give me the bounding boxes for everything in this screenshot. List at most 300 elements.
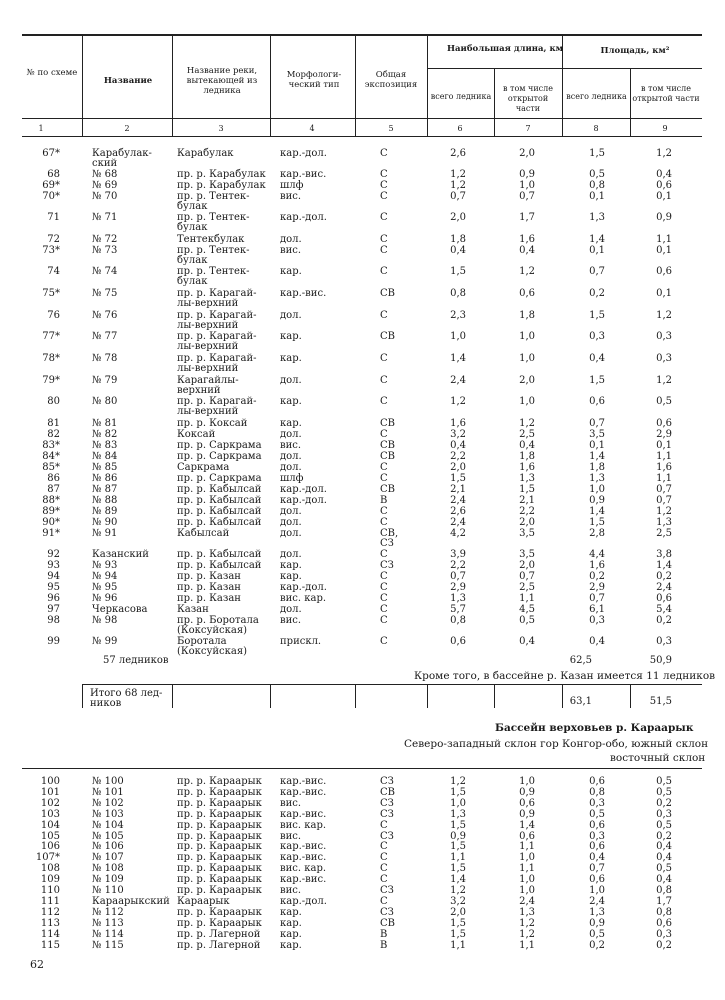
cell-no: 105 [40, 830, 60, 842]
cell-lo: 2,0 [519, 375, 535, 386]
cell-no: 87 [47, 484, 60, 495]
cell-type: кар. [280, 353, 302, 364]
cell-l: 0,8 [450, 288, 466, 299]
table-row [0, 353, 725, 374]
table-row [0, 310, 725, 331]
cell-ao: 0,9 [656, 212, 672, 223]
cell-no: 89* [42, 506, 60, 517]
cell-exp: С [380, 841, 388, 853]
cell-lo: 2,0 [519, 560, 535, 571]
cell-l: 2,3 [450, 310, 466, 321]
cell-river: лы-верхний [177, 320, 239, 331]
total-sep [427, 684, 428, 708]
cell-ao: 0,6 [656, 593, 672, 604]
cell-a: 1,6 [589, 560, 605, 571]
cell-lo: 0,4 [519, 440, 535, 451]
cell-lo: 1,0 [519, 353, 535, 364]
cell-name: № 102 [92, 797, 124, 809]
cell-l: 2,4 [450, 517, 466, 528]
cell-river: пр. р. Караарык [177, 852, 262, 864]
cell-no: 77* [42, 331, 60, 342]
cell-name: № 73 [92, 245, 118, 256]
cell-river: булак [177, 276, 208, 287]
cell-l: 1,2 [450, 776, 466, 787]
cell-exp: С [380, 895, 388, 907]
cell-name: № 109 [92, 874, 124, 886]
cell-ao: 0,1 [656, 245, 672, 256]
cell-a: 1,5 [589, 517, 605, 528]
cell-lo: 0,9 [519, 169, 535, 180]
cell-name: № 70 [92, 191, 118, 202]
table-row [0, 593, 725, 604]
cell-lo: 1,0 [519, 874, 535, 886]
cell-l: 1,0 [450, 797, 466, 809]
cell-river: булак [177, 255, 208, 266]
cell-a: 0,8 [589, 180, 605, 191]
cell-no: 110 [40, 885, 60, 896]
header-area-group: Площадь, км² [600, 46, 670, 56]
cell-lo: 1,8 [519, 310, 535, 321]
cell-a: 0,4 [589, 852, 605, 864]
cell-a: 0,6 [589, 819, 605, 831]
total-sep [494, 684, 495, 708]
cell-type: дол. [280, 234, 302, 245]
table-row [0, 396, 725, 417]
cell-a: 1,4 [589, 506, 605, 517]
cell-name: № 101 [92, 786, 124, 798]
cell-exp: СЗ [380, 906, 394, 918]
cell-lo: 1,2 [519, 418, 535, 429]
cell-ao: 0,5 [656, 819, 672, 831]
cell-type: кар. [280, 571, 302, 582]
cell-river: пр. р. Караарык [177, 797, 262, 809]
cell-a: 0,8 [589, 786, 605, 798]
cell-name: № 112 [92, 906, 124, 918]
cell-a: 2,4 [589, 895, 605, 907]
table-row [0, 798, 725, 809]
header-bottom-rule [22, 118, 702, 119]
cell-name: № 110 [92, 885, 124, 896]
cell-l: 1,2 [450, 885, 466, 896]
cell-type: кар. [280, 396, 302, 407]
cell-a: 1,4 [589, 451, 605, 462]
cell-name: № 85 [92, 462, 118, 473]
header-number: 5 [388, 124, 394, 133]
header-top-rule [22, 34, 702, 36]
cell-lo: 3,5 [519, 549, 535, 560]
cell-ao: 1,3 [656, 517, 672, 528]
cell-name: № 113 [92, 917, 124, 929]
cell-a: 0,7 [589, 593, 605, 604]
cell-ao: 0,3 [656, 928, 672, 940]
table-row [0, 918, 725, 929]
cell-no: 109 [40, 874, 60, 886]
table-row [0, 820, 725, 831]
cell-name: № 84 [92, 451, 118, 462]
cell-ao: 0,3 [656, 331, 672, 342]
cell-river: лы-верхний [177, 363, 239, 374]
cell-exp: С [380, 310, 388, 321]
cell-exp: С [380, 593, 388, 604]
cell-name: № 96 [92, 593, 118, 604]
table-row [0, 636, 725, 657]
cell-type: вис. [280, 440, 302, 451]
cell-name: № 93 [92, 560, 118, 571]
cell-l: 2,6 [450, 148, 466, 159]
cell-type: кар.-дол. [280, 212, 327, 223]
cell-name: № 76 [92, 310, 118, 321]
header-number: 1 [38, 124, 44, 133]
cell-l: 4,2 [450, 528, 466, 539]
cell-exp: С [380, 604, 388, 615]
cell-lo: 2,2 [519, 506, 535, 517]
cell-name: № 72 [92, 234, 118, 245]
cell-exp: СЗ [380, 776, 394, 787]
cell-exp: В [380, 928, 388, 940]
cell-a: 2,8 [589, 528, 605, 539]
cell-a: 0,7 [589, 863, 605, 875]
cell-river: пр. р. Карагай- [177, 353, 257, 364]
cell-a: 0,5 [589, 928, 605, 940]
cell-type: прискл. [280, 636, 322, 647]
table-row [0, 495, 725, 506]
cell-name: № 89 [92, 506, 118, 517]
table-row [0, 440, 725, 451]
cell-river: пр. р. Тентек- [177, 266, 250, 277]
cell-name: № 74 [92, 266, 118, 277]
table-row [0, 571, 725, 582]
cell-river: пр. р. Казан [177, 593, 241, 604]
cell-l: 3,9 [450, 549, 466, 560]
cell-lo: 1,2 [519, 917, 535, 929]
table-row [0, 148, 725, 169]
cell-no: 78* [42, 353, 60, 364]
table-row [0, 776, 725, 787]
table-row [0, 234, 725, 245]
cell-a: 0,9 [589, 917, 605, 929]
cell-exp: С [380, 191, 388, 202]
cell-lo: 0,4 [519, 636, 535, 647]
cell-river: (Коксуйская) [177, 625, 248, 636]
cell-exp: С [380, 852, 388, 864]
cell-lo: 1,1 [519, 841, 535, 853]
cell-l: 0,6 [450, 636, 466, 647]
cell-river: пр. р. Тентек- [177, 212, 250, 223]
cell-type: кар.-дол. [280, 495, 327, 506]
cell-exp: С [380, 819, 388, 831]
cell-a: 1,3 [589, 212, 605, 223]
cell-name: ский [92, 158, 118, 169]
cell-ao: 1,1 [656, 234, 672, 245]
table-row [0, 191, 725, 212]
cell-lo: 0,6 [519, 288, 535, 299]
table-row [0, 212, 725, 233]
cell-l: 1,4 [450, 353, 466, 364]
cell-exp: С [380, 506, 388, 517]
cell-name: № 91 [92, 528, 118, 539]
cell-exp: СВ [380, 484, 395, 495]
cell-a: 0,6 [589, 841, 605, 853]
cell-river: пр. р. Караарык [177, 819, 262, 831]
table-row [0, 885, 725, 896]
cell-no: 93 [47, 560, 60, 571]
cell-l: 1,1 [450, 852, 466, 864]
table-row [0, 560, 725, 571]
cell-no: 106 [40, 841, 60, 853]
cell-l: 2,0 [450, 212, 466, 223]
cell-no: 104 [40, 819, 60, 831]
cell-lo: 0,6 [519, 830, 535, 842]
cell-lo: 1,2 [519, 928, 535, 940]
cell-no: 98 [47, 615, 60, 626]
cell-type: кар. [280, 928, 302, 940]
cell-a: 0,6 [589, 776, 605, 787]
cell-lo: 0,7 [519, 571, 535, 582]
cell-river: пр. р. Саркрама [177, 473, 262, 484]
cell-river: верхний [177, 385, 221, 396]
cell-lo: 0,9 [519, 786, 535, 798]
col-sep [630, 68, 631, 137]
cell-lo: 1,6 [519, 462, 535, 473]
cell-name: № 105 [92, 830, 124, 842]
cell-no: 81 [47, 418, 60, 429]
cell-type: дол. [280, 517, 302, 528]
cell-exp: СЗ [380, 885, 394, 896]
cell-l: 1,2 [450, 396, 466, 407]
cell-l: 1,0 [450, 331, 466, 342]
cell-river: пр. р. Кабылсай [177, 484, 262, 495]
cell-l: 0,9 [450, 830, 466, 842]
cell-no: 113 [40, 917, 60, 929]
cell-ao: 1,2 [656, 506, 672, 517]
table-row [0, 874, 725, 885]
cell-exp: С [380, 396, 388, 407]
cell-lo: 1,4 [519, 819, 535, 831]
header-col3: Название реки, вытекающей из ледника [186, 66, 258, 96]
table-row [0, 549, 725, 560]
cell-ao: 0,5 [656, 396, 672, 407]
cell-river: пр. р. Караарык [177, 885, 262, 896]
cell-exp: С [380, 615, 388, 626]
cell-lo: 4,5 [519, 604, 535, 615]
cell-a: 0,6 [589, 874, 605, 886]
cell-name: № 71 [92, 212, 118, 223]
cell-type: вис. кар. [280, 819, 327, 831]
cell-name: № 114 [92, 928, 124, 940]
cell-river: пр. р. Лагерной [177, 939, 261, 951]
cell-l: 0,7 [450, 571, 466, 582]
cell-exp: С [380, 517, 388, 528]
cell-river: пр. р. Караарык [177, 841, 262, 853]
cell-name: № 115 [92, 939, 124, 951]
cell-no: 74 [47, 266, 60, 277]
cell-no: 71 [47, 212, 60, 223]
cell-river: Казан [177, 604, 209, 615]
cell-l: 2,6 [450, 506, 466, 517]
cell-a: 1,0 [589, 484, 605, 495]
cell-river: пр. р. Боротала [177, 615, 259, 626]
cell-lo: 2,0 [519, 517, 535, 528]
cell-exp: СВ [380, 331, 395, 342]
cell-exp: С [380, 148, 388, 159]
cell-lo: 0,4 [519, 245, 535, 256]
section-subtitle-line1: Северо-западный склон гор Конгор-обо, южный склон [404, 738, 709, 750]
cell-a: 0,2 [589, 288, 605, 299]
cell-type: кар.-дол. [280, 148, 327, 159]
cell-type: кар. [280, 266, 302, 277]
cell-type: кар.-дол. [280, 484, 327, 495]
cell-river: пр. р. Кабылсай [177, 495, 262, 506]
table-row [0, 896, 725, 907]
cell-lo: 2,5 [519, 582, 535, 593]
cell-ao: 0,5 [656, 786, 672, 798]
cell-exp: В [380, 495, 388, 506]
cell-river: пр. р. Карагай- [177, 310, 257, 321]
cell-ao: 0,4 [656, 169, 672, 180]
cell-name: № 68 [92, 169, 118, 180]
cell-lo: 2,1 [519, 495, 535, 506]
cell-type: кар. [280, 331, 302, 342]
cell-no: 112 [40, 906, 60, 918]
cell-no: 101 [40, 786, 60, 798]
cell-a: 0,3 [589, 797, 605, 809]
cell-river: пр. р. Карагай- [177, 331, 257, 342]
cell-l: 1,2 [450, 169, 466, 180]
cell-ao: 0,4 [656, 841, 672, 853]
cell-type: вис. кар. [280, 593, 327, 604]
cell-a: 1,3 [589, 473, 605, 484]
cell-ao: 0,1 [656, 191, 672, 202]
cell-l: 2,2 [450, 560, 466, 571]
cell-type: дол. [280, 462, 302, 473]
cell-name: № 90 [92, 517, 118, 528]
cell-lo: 1,0 [519, 180, 535, 191]
cell-river: Караарык [177, 895, 230, 907]
total-sep [355, 684, 356, 708]
cell-lo: 0,6 [519, 797, 535, 809]
cell-l: 3,2 [450, 895, 466, 907]
cell-a: 4,4 [589, 549, 605, 560]
cell-river: пр. р. Караарык [177, 917, 262, 929]
cell-exp: С [380, 266, 388, 277]
header-number: 7 [525, 124, 531, 133]
cell-lo: 1,3 [519, 906, 535, 918]
cell-exp: С [380, 582, 388, 593]
cell-type: кар.-вис. [280, 288, 327, 299]
cell-name: № 83 [92, 440, 118, 451]
cell-river: пр. р. Караарык [177, 786, 262, 798]
cell-ao: 1,1 [656, 451, 672, 462]
subtotal-area: 62,5 [569, 655, 592, 666]
cell-no: 79* [42, 375, 60, 386]
cell-no: 111 [40, 895, 60, 907]
cell-no: 102 [40, 797, 60, 809]
cell-name: № 87 [92, 484, 118, 495]
cell-no: 67* [42, 148, 60, 159]
cell-l: 1,1 [450, 939, 466, 951]
cell-a: 0,4 [589, 353, 605, 364]
cell-exp: СЗ [380, 797, 394, 809]
cell-type: шлф [280, 473, 304, 484]
table-row [0, 462, 725, 473]
cell-type: шлф [280, 180, 304, 191]
cell-river: (Коксуйская) [177, 646, 248, 657]
cell-name: № 95 [92, 582, 118, 593]
cell-type: дол. [280, 506, 302, 517]
cell-river: пр. р. Тентек- [177, 245, 250, 256]
cell-type: кар.-вис. [280, 808, 327, 820]
cell-l: 2,4 [450, 495, 466, 506]
header-col9: в том числе открытой части [632, 84, 700, 103]
cell-river: Коксай [177, 429, 216, 440]
cell-exp: СЗ [380, 808, 394, 820]
cell-name: № 94 [92, 571, 118, 582]
cell-exp: СЗ [380, 538, 394, 549]
cell-a: 0,7 [589, 266, 605, 277]
table-row [0, 418, 725, 429]
cell-type: дол. [280, 549, 302, 560]
cell-river: пр. р. Коксай [177, 418, 248, 429]
header-number: 6 [457, 124, 463, 133]
col-sep [427, 35, 428, 137]
cell-type: вис. [280, 797, 302, 809]
cell-exp: СВ [380, 917, 395, 929]
cell-a: 1,5 [589, 310, 605, 321]
table-row [0, 180, 725, 191]
cell-river: пр. р. Карагай- [177, 288, 257, 299]
cell-l: 1,6 [450, 418, 466, 429]
cell-river: пр. р. Караарык [177, 808, 262, 820]
cell-no: 97 [47, 604, 60, 615]
cell-name: № 77 [92, 331, 118, 342]
cell-l: 0,4 [450, 245, 466, 256]
cell-name: № 78 [92, 353, 118, 364]
cell-name: № 75 [92, 288, 118, 299]
cell-a: 0,1 [589, 191, 605, 202]
cell-l: 1,5 [450, 928, 466, 940]
cell-name: № 100 [92, 776, 124, 787]
cell-river: пр. р. Караарык [177, 874, 262, 886]
cell-name: № 69 [92, 180, 118, 191]
cell-ao: 0,8 [656, 885, 672, 896]
cell-exp: С [380, 234, 388, 245]
cell-no: 92 [47, 549, 60, 560]
cell-lo: 0,7 [519, 191, 535, 202]
cell-river: пр. р. Карагай- [177, 396, 257, 407]
table-row [0, 473, 725, 484]
cell-type: кар.-вис. [280, 841, 327, 853]
cell-lo: 1,1 [519, 863, 535, 875]
cell-river: пр. р. Тентек- [177, 191, 250, 202]
cell-exp: В [380, 939, 388, 951]
cell-name: № 86 [92, 473, 118, 484]
cell-exp: СЗ [380, 560, 394, 571]
header-col8: всего ледника [566, 92, 627, 101]
header-col2: Название [103, 76, 153, 86]
cell-river: пр. р. Кабылсай [177, 549, 262, 560]
cell-type: кар. [280, 939, 302, 951]
cell-lo: 1,5 [519, 484, 535, 495]
cell-a: 2,9 [589, 582, 605, 593]
cell-type: дол. [280, 375, 302, 386]
cell-type: дол. [280, 310, 302, 321]
cell-exp: СВ [380, 786, 395, 798]
cell-l: 2,9 [450, 582, 466, 593]
cell-name: № 81 [92, 418, 118, 429]
header-number: 2 [124, 124, 130, 133]
cell-exp: С [380, 636, 388, 647]
table-row [0, 940, 725, 951]
